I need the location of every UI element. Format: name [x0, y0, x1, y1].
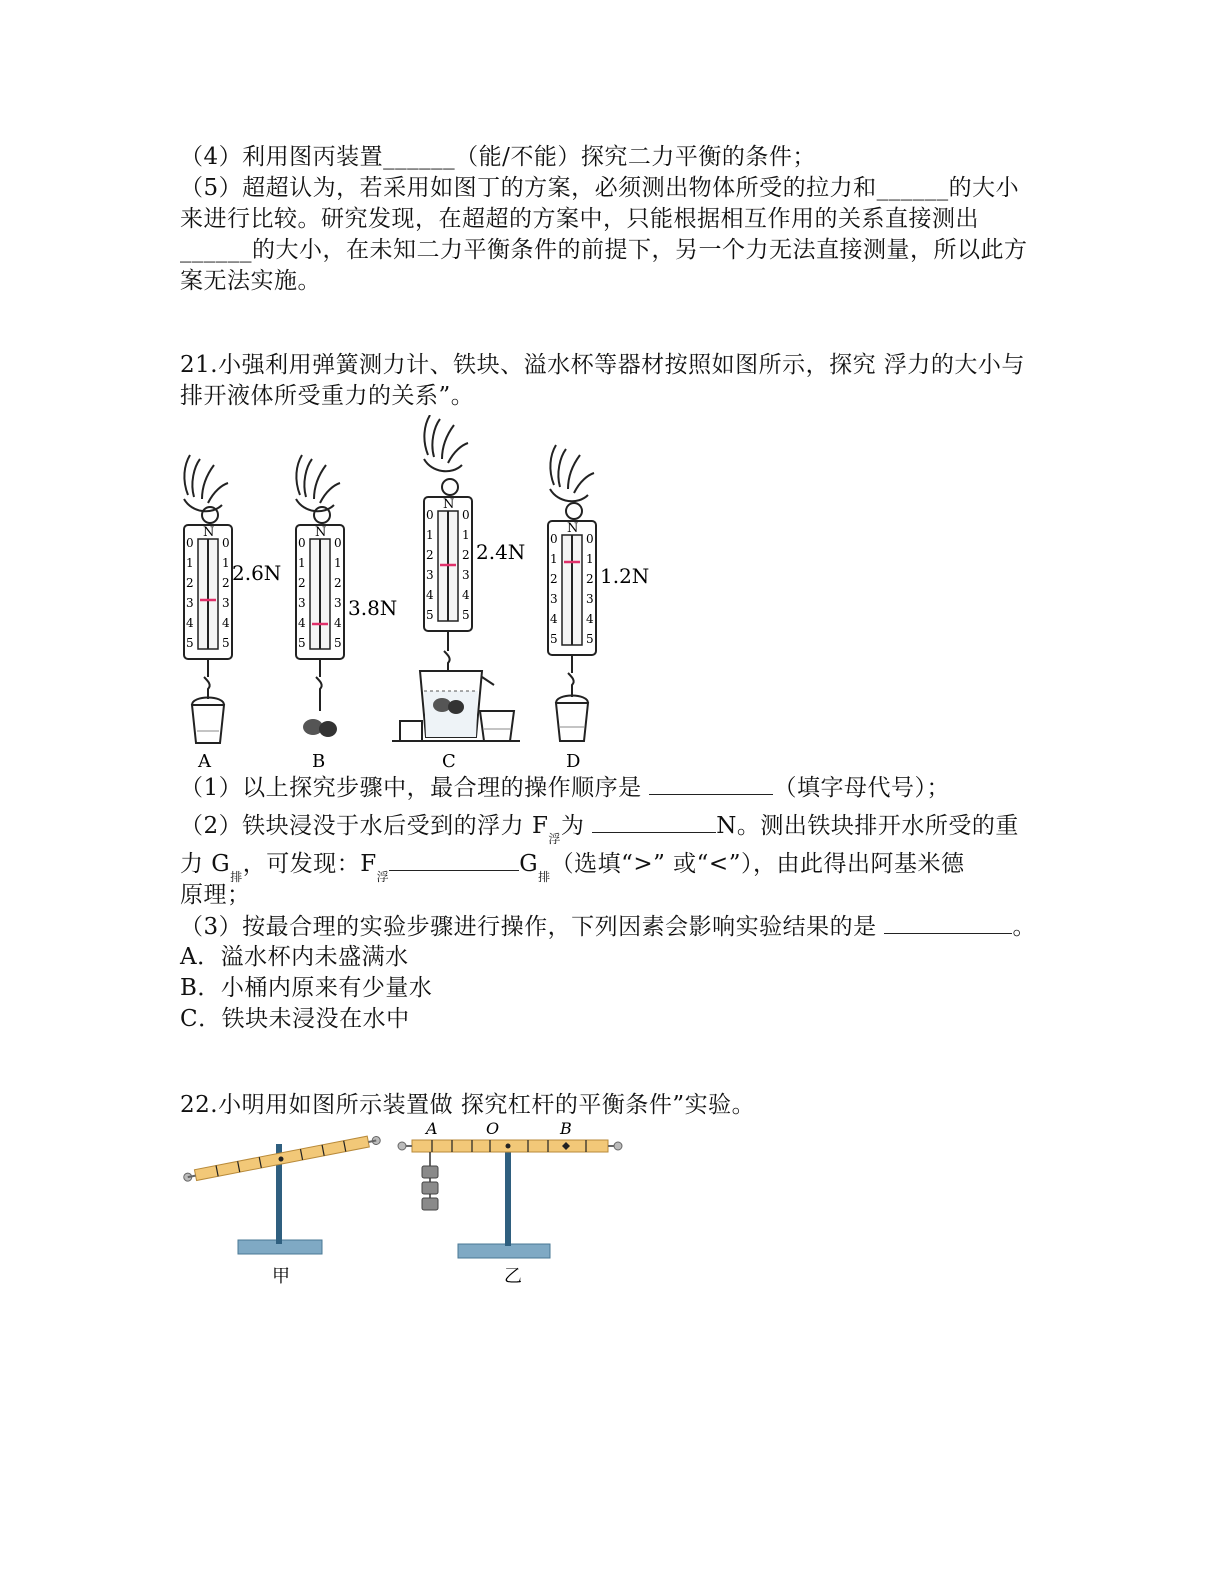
svg-text:1: 1 — [186, 556, 194, 570]
svg-text:2: 2 — [334, 576, 342, 590]
buoyancy-experiment-figure — [170, 415, 670, 775]
svg-text:5: 5 — [186, 636, 194, 650]
spring-scale-d — [548, 445, 649, 772]
reading-c: 2.4N — [476, 540, 526, 564]
svg-text:3: 3 — [298, 596, 306, 610]
svg-text:N: N — [443, 497, 455, 512]
svg-text:3: 3 — [586, 592, 594, 606]
answer-blank-2[interactable] — [592, 810, 716, 833]
svg-text:5: 5 — [298, 636, 306, 650]
spring-scale-a — [184, 455, 281, 772]
svg-text:2: 2 — [298, 576, 306, 590]
point-o: O — [486, 1119, 500, 1138]
spring-scale-b — [296, 455, 397, 772]
svg-text:4: 4 — [550, 612, 558, 626]
answer-blank-3[interactable] — [389, 848, 519, 871]
q21-stem-line2: 排开液体所受重力的关系”。 — [180, 383, 475, 409]
svg-text:2: 2 — [426, 548, 434, 562]
svg-text:3: 3 — [222, 596, 230, 610]
q20-part4: （4）利用图丙装置______（能/不能）探究二力平衡的条件； — [180, 144, 816, 170]
svg-text:3: 3 — [334, 596, 342, 610]
svg-text:5: 5 — [426, 608, 434, 622]
spring-scale-c — [392, 415, 525, 772]
option-c: C．铁块未浸没在水中 — [180, 1006, 410, 1032]
svg-text:3: 3 — [462, 568, 470, 582]
svg-text:2: 2 — [550, 572, 558, 586]
svg-text:0: 0 — [298, 536, 306, 550]
svg-text:4: 4 — [426, 588, 434, 602]
reading-b: 3.8N — [348, 596, 398, 620]
svg-text:1: 1 — [298, 556, 306, 570]
svg-text:3: 3 — [550, 592, 558, 606]
svg-text:1: 1 — [550, 552, 558, 566]
svg-text:2: 2 — [186, 576, 194, 590]
q22-stem: 22.小明用如图所示装置做 探究杠杆的平衡条件”实验。 — [180, 1092, 756, 1118]
svg-text:1: 1 — [334, 556, 342, 570]
svg-text:4: 4 — [462, 588, 470, 602]
q20-part5-line1: （5）超超认为，若采用如图丁的方案，必须测出物体所受的拉力和______的大小 — [180, 175, 1020, 201]
svg-text:N: N — [567, 521, 579, 536]
point-a: A — [426, 1119, 438, 1138]
svg-text:5: 5 — [462, 608, 470, 622]
svg-text:5: 5 — [222, 636, 230, 650]
q20-part5-line4: 案无法实施。 — [180, 268, 321, 294]
svg-text:1: 1 — [462, 528, 470, 542]
svg-text:5: 5 — [586, 632, 594, 646]
point-b: B — [560, 1119, 572, 1138]
label-d: D — [566, 751, 581, 772]
scale-a-unit: N — [203, 525, 215, 540]
svg-text:1: 1 — [586, 552, 594, 566]
lever-figure — [176, 1116, 636, 1288]
svg-text:0: 0 — [426, 508, 434, 522]
svg-text:4: 4 — [334, 616, 342, 630]
reading-d: 1.2N — [600, 564, 650, 588]
q21-part2-line3: 原理； — [180, 882, 251, 908]
svg-text:0: 0 — [186, 536, 194, 550]
svg-text:0: 0 — [462, 508, 470, 522]
q21-part2-line2: 力 $G_排$，可发现：$F_浮$ $G_排$（选填“>” 或“<”），由此得出阿基米德 — [180, 848, 964, 882]
svg-text:1: 1 — [426, 528, 434, 542]
svg-text:N: N — [315, 525, 327, 540]
svg-text:4: 4 — [586, 612, 594, 626]
q21-part3: （3）按最合理的实验步骤进行操作，下列因素会影响实验结果的是 。 — [180, 911, 1036, 942]
reading-a: 2.6N — [232, 561, 282, 585]
svg-text:3: 3 — [186, 596, 194, 610]
option-a: A．溢水杯内未盛满水 — [180, 944, 409, 970]
q21-part1: （1）以上探究步骤中，最合理的操作顺序是 （填字母代号）； — [180, 772, 950, 803]
svg-text:1: 1 — [222, 556, 230, 570]
svg-text:5: 5 — [550, 632, 558, 646]
answer-blank-1[interactable] — [649, 772, 773, 795]
svg-text:4: 4 — [298, 616, 306, 630]
q21-stem-line1: 21.小强利用弹簧测力计、铁块、溢水杯等器材按照如图所示，探究 浮力的大小与 — [180, 352, 1025, 378]
svg-text:4: 4 — [186, 616, 194, 630]
label-b: B — [312, 751, 326, 772]
svg-text:0: 0 — [586, 532, 594, 546]
svg-text:3: 3 — [426, 568, 434, 582]
svg-text:4: 4 — [222, 616, 230, 630]
svg-text:0: 0 — [550, 532, 558, 546]
svg-text:0: 0 — [334, 536, 342, 550]
label-a: A — [198, 751, 211, 772]
svg-text:2: 2 — [222, 576, 230, 590]
q20-part5-line3: ______的大小，在未知二力平衡条件的前提下，另一个力无法直接测量，所以此方 — [180, 237, 1028, 263]
q20-part5-line2: 来进行比较。研究发现，在超超的方案中，只能根据相互作用的关系直接测出 — [180, 206, 979, 232]
label-c: C — [442, 751, 456, 772]
caption-yi: 乙 — [504, 1266, 522, 1287]
answer-blank-4[interactable] — [884, 911, 1012, 934]
svg-text:2: 2 — [586, 572, 594, 586]
lever-yi — [398, 1119, 622, 1287]
q21-part2: （2）铁块浸没于水后受到的浮力 $F_浮$为 N。测出铁块排开水所受的重 — [180, 810, 1019, 844]
svg-text:2: 2 — [462, 548, 470, 562]
svg-text:5: 5 — [334, 636, 342, 650]
lever-jia — [183, 1134, 381, 1287]
caption-jia: 甲 — [272, 1266, 290, 1287]
option-b: B．小桶内原来有少量水 — [180, 975, 433, 1001]
svg-text:0: 0 — [222, 536, 230, 550]
